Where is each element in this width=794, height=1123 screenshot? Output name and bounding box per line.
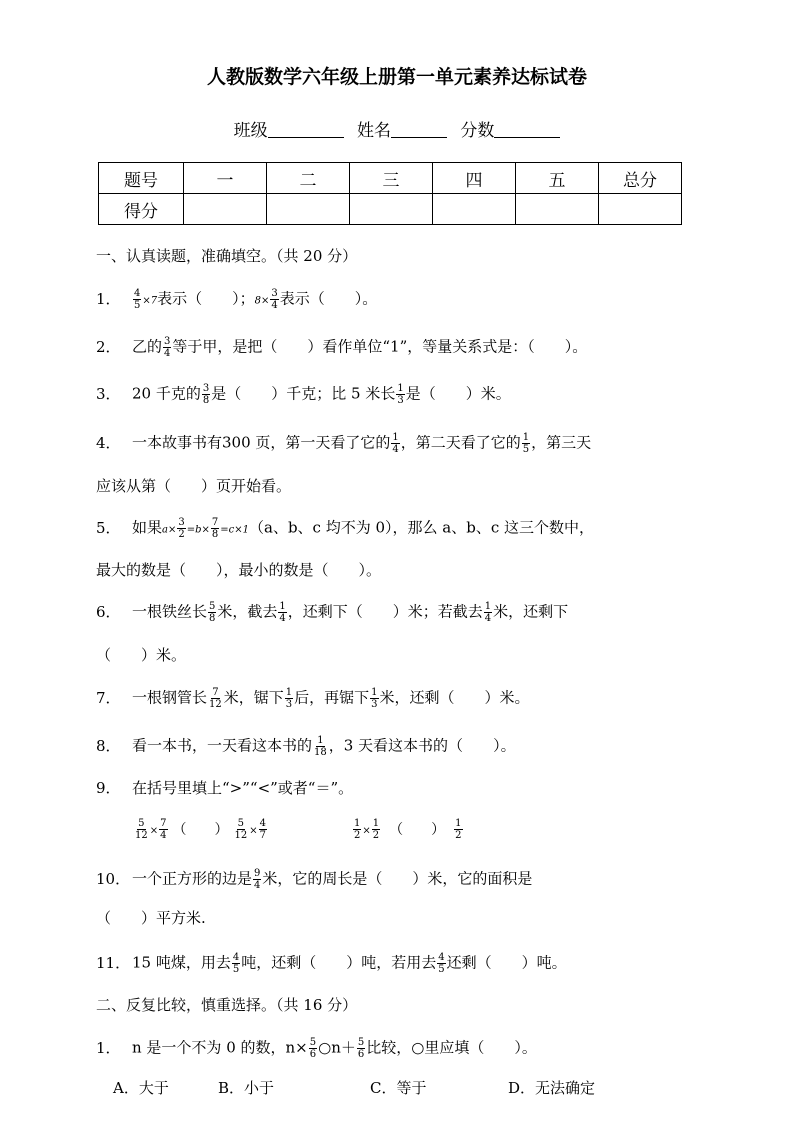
question-4-line-2: 应该从第（ ）页开始看。 xyxy=(96,477,292,495)
text: 比较，○里应填（ ）。 xyxy=(366,1038,537,1057)
text: 15 吨煤，用去 xyxy=(132,953,231,972)
text: 是（ ）千克；比 5 米长 xyxy=(211,384,396,403)
numerator: 4 xyxy=(259,818,266,829)
question-number: 1． xyxy=(96,1038,121,1057)
fraction xyxy=(232,952,240,975)
question-number: 8． xyxy=(96,736,121,755)
question-number: 1． xyxy=(96,289,121,308)
text: a× xyxy=(162,524,177,536)
student-info xyxy=(0,116,794,141)
header-cell: 一 xyxy=(184,163,267,194)
score-cell[interactable] xyxy=(599,194,682,225)
question-1 xyxy=(96,288,377,312)
fraction xyxy=(391,432,399,455)
question-6-line-2: （ ）米。 xyxy=(96,646,187,664)
question-9-expression-2 xyxy=(352,818,464,842)
text: 表示（ ）； xyxy=(157,289,255,308)
fraction xyxy=(253,868,261,891)
denominator: 4 xyxy=(279,613,286,624)
text: ，3 天看这本书的（ ）。 xyxy=(328,736,516,755)
denominator: 4 xyxy=(160,830,167,841)
text: 一个正方形的边是 xyxy=(132,869,253,888)
numerator: 4 xyxy=(232,952,240,963)
fraction xyxy=(134,818,149,841)
fraction xyxy=(309,1037,317,1060)
question-7 xyxy=(96,687,530,710)
choice-d[interactable]: D．无法确定 xyxy=(508,1079,596,1097)
text: 米，还剩（ ）米。 xyxy=(379,688,530,707)
fraction xyxy=(163,336,171,359)
question-4 xyxy=(96,432,591,455)
text: n 是一个不为 0 的数，n× xyxy=(132,1038,308,1057)
numerator: 4 xyxy=(438,952,445,963)
fraction xyxy=(177,517,185,540)
denominator: 2 xyxy=(354,830,361,841)
text: ，第二天看了它的 xyxy=(400,433,521,452)
text: 20 千克的 xyxy=(132,384,201,403)
fraction xyxy=(159,818,167,841)
name-label: 姓名 xyxy=(357,121,391,141)
text: ，第三天 xyxy=(531,433,592,452)
text: 一根钢管长 xyxy=(132,688,208,707)
denominator: 2 xyxy=(178,529,185,540)
text: 表示（ ）。 xyxy=(279,289,378,308)
numerator: 1 xyxy=(455,818,462,829)
denominator: 8 xyxy=(202,395,210,406)
text: 如果 xyxy=(132,518,163,537)
name-blank[interactable] xyxy=(391,121,447,138)
denominator: 12 xyxy=(135,830,148,841)
question-number: 11． xyxy=(96,953,131,972)
operator: × xyxy=(362,825,371,837)
page-title: 人教版数学六年级上册第一单元素养达标试卷 xyxy=(206,66,587,88)
numerator: 5 xyxy=(309,1037,317,1048)
section-2-question-1 xyxy=(96,1037,537,1060)
numerator: 5 xyxy=(209,601,216,612)
numerator: 5 xyxy=(357,1037,365,1048)
denominator: 5 xyxy=(438,964,445,975)
question-2 xyxy=(96,336,587,359)
denominator: 18 xyxy=(314,747,327,758)
score-label: 分数 xyxy=(460,121,495,141)
header-cell: 三 xyxy=(350,163,433,194)
text: 吨，还剩（ ）吨，若用去 xyxy=(241,953,437,972)
denominator: 7 xyxy=(259,830,266,841)
text: 米，截去 xyxy=(217,602,278,621)
class-blank[interactable] xyxy=(268,121,344,138)
question-number: 10． xyxy=(96,869,131,888)
numerator: 1 xyxy=(397,383,404,394)
score-cell[interactable] xyxy=(516,194,599,225)
header-cell: 总分 xyxy=(599,163,682,194)
denominator: 8 xyxy=(209,613,216,624)
numerator: 3 xyxy=(178,517,185,528)
denominator: 8 xyxy=(211,529,219,540)
fraction xyxy=(437,952,445,975)
score-table-header-row xyxy=(99,163,682,194)
denominator: 4 xyxy=(392,444,399,455)
numerator: 7 xyxy=(211,517,219,528)
score-cell[interactable] xyxy=(267,194,350,225)
fraction xyxy=(396,383,404,406)
header-cell: 五 xyxy=(516,163,599,194)
fraction xyxy=(357,1037,365,1060)
denominator: 5 xyxy=(232,964,240,975)
question-5-line-2: 最大的数是（ ），最小的数是（ ）。 xyxy=(96,561,382,579)
numerator: 3 xyxy=(202,383,210,394)
numerator: 3 xyxy=(164,336,171,347)
denominator: 3 xyxy=(285,699,293,710)
denominator: 4 xyxy=(254,880,261,891)
choice-a[interactable]: A．大于 xyxy=(113,1079,169,1097)
fraction xyxy=(370,687,378,710)
text: 一根铁丝长 xyxy=(132,602,208,621)
choice-c[interactable]: C．等于 xyxy=(370,1079,427,1097)
fraction xyxy=(454,818,462,841)
operator: × xyxy=(149,825,159,837)
question-11 xyxy=(96,952,567,975)
denominator: 5 xyxy=(522,444,530,455)
text: =b× xyxy=(186,524,210,536)
score-table-score-row xyxy=(99,194,682,225)
numerator: 9 xyxy=(254,868,261,879)
question-9 xyxy=(96,778,353,798)
score-cell[interactable] xyxy=(350,194,433,225)
text: 是（ ）米。 xyxy=(405,384,511,403)
fraction xyxy=(278,601,286,624)
denominator: 3 xyxy=(371,699,378,710)
text: ×7 xyxy=(142,295,158,307)
score-table xyxy=(98,162,682,225)
numerator: 1 xyxy=(317,735,324,746)
header-cell: 二 xyxy=(267,163,350,194)
question-number: 5． xyxy=(96,518,121,537)
text: 米，它的周长是（ ）米，它的面积是 xyxy=(262,869,533,888)
fraction xyxy=(211,517,219,540)
numerator: 1 xyxy=(392,432,399,443)
numerator: 1 xyxy=(285,687,293,698)
fraction xyxy=(208,687,223,710)
denominator: 12 xyxy=(234,830,248,841)
score-cell[interactable] xyxy=(184,194,267,225)
numerator: 1 xyxy=(372,818,380,829)
denominator: 5 xyxy=(134,300,141,311)
question-number: 6． xyxy=(96,602,121,621)
denominator: 4 xyxy=(164,348,171,359)
text: 8× xyxy=(254,295,270,307)
denominator: 3 xyxy=(397,395,404,406)
question-5 xyxy=(96,517,594,541)
numerator: 1 xyxy=(354,818,361,829)
text: （a、b、c 均不为 0），那么 a、b、c 这三个数中， xyxy=(249,518,595,537)
numerator: 7 xyxy=(212,687,219,698)
text: ○n＋ xyxy=(318,1038,356,1057)
text: 米，还剩下 xyxy=(493,602,569,621)
fraction xyxy=(353,818,361,841)
numerator: 1 xyxy=(279,601,286,612)
question-3 xyxy=(96,383,511,406)
fraction xyxy=(372,818,380,841)
class-label: 班级 xyxy=(233,121,268,141)
fraction xyxy=(484,601,492,624)
fraction xyxy=(202,383,210,406)
header-cell: 题号 xyxy=(99,163,184,194)
operator: × xyxy=(249,825,258,837)
section-2-heading: 二、反复比较，慎重选择。（共 16 分） xyxy=(96,996,358,1014)
fraction xyxy=(133,288,141,311)
numerator: 4 xyxy=(134,288,141,299)
denominator: 2 xyxy=(455,830,462,841)
denominator: 6 xyxy=(357,1049,365,1060)
question-number: 4． xyxy=(96,433,121,452)
text: 米，锯下 xyxy=(223,688,284,707)
fraction xyxy=(234,818,249,841)
text: 看一本书，一天看这本书的 xyxy=(132,736,313,755)
score-blank[interactable] xyxy=(494,121,560,138)
question-number: 9． xyxy=(96,779,121,797)
text: 在括号里填上“>”“<”或者“＝”。 xyxy=(132,779,354,797)
text: 等于甲，是把（ ）看作单位“1”，等量关系式是：（ ）。 xyxy=(172,337,588,356)
choice-b[interactable]: B．小于 xyxy=(218,1079,275,1097)
answer-blank[interactable]: （ ） xyxy=(389,821,446,838)
fraction xyxy=(285,687,293,710)
numerator: 1 xyxy=(484,601,492,612)
header-cell: 四 xyxy=(433,163,516,194)
fraction xyxy=(259,818,267,841)
numerator: 3 xyxy=(271,288,278,299)
question-number: 7． xyxy=(96,688,121,707)
numerator: 7 xyxy=(160,818,167,829)
text: =c×1 xyxy=(220,524,250,536)
numerator: 1 xyxy=(522,432,530,443)
fraction xyxy=(313,735,328,758)
row-label-cell: 得分 xyxy=(99,194,184,225)
numerator: 5 xyxy=(138,818,145,829)
question-10-line-2: （ ）平方米. xyxy=(96,909,206,927)
text: ，还剩下（ ）米；若截去 xyxy=(287,602,483,621)
answer-blank[interactable]: （ ） xyxy=(172,821,229,838)
text: 乙的 xyxy=(132,337,163,356)
denominator: 4 xyxy=(484,613,492,624)
score-cell[interactable] xyxy=(433,194,516,225)
question-8 xyxy=(96,735,516,758)
denominator: 6 xyxy=(309,1049,317,1060)
section-1-heading: 一、认真读题，准确填空。（共 20 分） xyxy=(96,247,358,265)
numerator: 1 xyxy=(371,687,378,698)
text: 一本故事书有300 页，第一天看了它的 xyxy=(132,433,391,452)
question-number: 2． xyxy=(96,337,121,356)
question-6 xyxy=(96,601,568,624)
denominator: 2 xyxy=(372,830,380,841)
denominator: 4 xyxy=(271,300,278,311)
fraction xyxy=(270,288,278,311)
question-10 xyxy=(96,868,532,891)
text: 还剩（ ）吨。 xyxy=(446,953,567,972)
fraction xyxy=(522,432,530,455)
fraction xyxy=(208,601,216,624)
question-9-expression-1 xyxy=(133,818,268,842)
question-number: 3． xyxy=(96,384,121,403)
denominator: 12 xyxy=(209,699,222,710)
numerator: 5 xyxy=(237,818,245,829)
text: 后，再锯下 xyxy=(294,688,370,707)
